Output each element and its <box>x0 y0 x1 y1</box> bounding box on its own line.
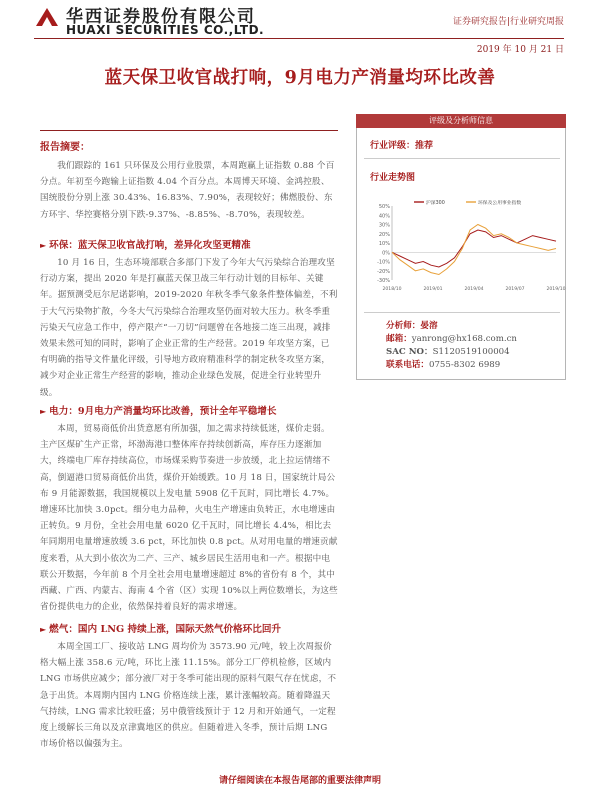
document-type: 证券研究报告|行业研究周报 <box>452 17 564 27</box>
report-date: 2019 年 10 月 21 日 <box>476 45 564 55</box>
abstract-divider <box>40 130 338 131</box>
x-tick-label: 2019/01 <box>423 287 443 292</box>
series-line-1 <box>392 230 556 267</box>
analyst-line: 分析师：晏溶 <box>386 321 438 331</box>
section-heading-gas: ► 燃气：国内 LNG 持续上涨，国际天然气价格环比回升 <box>40 624 282 635</box>
report-title: 蓝天保卫收官战打响，9月电力产消量均环比改善 <box>104 68 496 88</box>
sidebar-divider <box>364 158 560 159</box>
x-tick-label: 2019/04 <box>464 287 484 292</box>
industry-rating: 行业评级：推荐 <box>370 141 434 151</box>
section-heading-environment: ► 环保：蓝天保卫收官战打响，差异化攻坚更精准 <box>40 240 251 251</box>
legend-label: 环保及公用事业指数 <box>478 201 522 206</box>
legal-notice-footer: 请仔细阅读在本报告尾部的重要法律声明 <box>218 776 381 786</box>
y-tick-label: 10% <box>378 241 390 247</box>
industry-trend-label: 行业走势图 <box>370 173 416 183</box>
x-tick-label: 2019/07 <box>505 287 525 292</box>
legend-label: 沪深300 <box>426 201 445 206</box>
section-power <box>40 402 338 615</box>
phone-line: 联系电话：0755-8302 6989 <box>386 360 501 370</box>
company-name-en: HUAXI SECURITIES CO.,LTD. <box>66 23 265 37</box>
section-heading-power: ► 电力：9月电力产消量均环比改善，预计全年平稳增长 <box>40 406 277 417</box>
x-tick-label: 2018/10 <box>382 287 402 292</box>
section-gas <box>40 620 338 752</box>
sac-line: SAC NO：S1120519100004 <box>386 347 510 357</box>
section-environment <box>40 236 338 401</box>
header-divider <box>34 38 564 39</box>
section-text-gas: 本周全国工厂、接收站 LNG 周均价为 3573.90 元/吨，较上次周报价格大幅上涨 358.6 元/吨，环比上涨 11.15%。部分工厂停机检修，区域内 LNG 市场供应减少；部分液厂对于冬季可能出现的原料气限气存在忧虑，不急于出货。本周期内国内 LNG 价格连续上涨，累计涨幅较高。随着降温天气持续，LNG 需求比较旺盛；另中俄管线预计于 12 月和开始通气，一定程度上缓解长三角以及京津冀地区的供应。但随着进入冬季，预计后期 LNG 市场价格以偏强为主。 <box>40 642 337 750</box>
y-tick-label: -20% <box>377 268 390 275</box>
y-tick-label: 20% <box>378 231 390 238</box>
triangle-bullet-icon: ► <box>40 240 47 250</box>
company-name-cn: 华西证券股份有限公司 <box>66 7 256 27</box>
email-line: 邮箱：yanrong@hx168.com.cn <box>386 334 517 344</box>
y-tick-label: -10% <box>377 259 390 266</box>
section-text-power: 本周，贸易商低价出货意愿有所加强，加之需求持续低迷，煤价走弱。主产区煤矿生产正常，坏渤海港口整体库存持续创新高，库存压力逐渐加大，终端电厂库存持续高位，市场煤采购节奏进一步放缓，北上拉运情绪不高，倒逼港口贸易商低价出货，煤价开始缓跌。10 月 18 日，国家统计局公布 9 月能源数据，我国规模以上发电量 5908 亿千瓦时，同比增长 4.7%。增速环比加快 3.0pct。细分电力品种，火电生产增速由负转正，水电增速由正转负。9 月份，全社会用电量 6020 亿千瓦时，同比增长 4.4%，相比去年同期用电量增速放缓 3.6 pct，环比加快 0.8 pct。从对用电量的增速贡献度来看，从大到小依次为二产、三产、城乡居民生活用电和一产。根据中电联公开数据，今年前 8 个月全社会用电量增速超过 8%的省份有 8 个，其中西藏、广西、内蒙古、海南 4 个省（区）实现 10%以上两位数增长，为这些省份提供电力的企业，依然保持着良好的需求增速。 <box>40 424 338 613</box>
industry-trend-chart <box>370 194 566 298</box>
y-tick-label: -30% <box>377 278 390 284</box>
sidebar-divider-2 <box>364 312 560 313</box>
abstract-intro: 我们跟踪的 161 只环保及公用行业股票，本周跑赢上证指数 0.88 个百分点。年初至今跑输上证指数 4.04 个百分点。本周博天环境、金鸿控股、国统股份分别上涨 30.43%、16.83%、7.90%，表现较好；佛燃股份、东方环宇、华控赛格分别下跌-9.37%、-8.85%、-8.70%，表现较差。 <box>40 161 335 220</box>
triangle-bullet-icon: ► <box>40 624 47 634</box>
section-text-environment: 10 月 16 日，生态环境部联合多部门下发了今年大气污染综合治理攻坚行动方案，提出 2020 年是打赢蓝天保卫战三年行动计划的目标年、关键年。据预测受厄尔尼诺影响，2019-2020 年秋冬季气象条件整体偏差，不利于大气污染物扩散，今冬大气污染综合治理攻坚仍面对较大压力。秋冬季重污染天气应急工作中，停产限产“一刀切”问题曾在各地接二连三出现，减排效果未然可知的同时，影响了企业正常的生产经营。2019 年攻坚方案，已有明确的指导文件量化评级，引导地方政府精准科学的制定秋冬攻坚方案，减少对企业正常生产经营的影响，推动企业绿色发展，促进全行业转型升级。 <box>40 258 338 398</box>
huaxi-logo-icon <box>34 6 60 28</box>
abstract-heading: 报告摘要： <box>40 142 90 153</box>
y-tick-label: 0% <box>382 250 390 257</box>
y-tick-label: 50% <box>378 204 390 210</box>
triangle-bullet-icon: ► <box>40 406 47 416</box>
rating-box-title: 评级及分析师信息 <box>356 114 566 128</box>
abstract-intro-block <box>40 158 338 223</box>
x-tick-label: 2019/10 <box>546 287 566 292</box>
y-tick-label: 30% <box>378 222 390 229</box>
y-tick-label: 40% <box>378 213 390 220</box>
